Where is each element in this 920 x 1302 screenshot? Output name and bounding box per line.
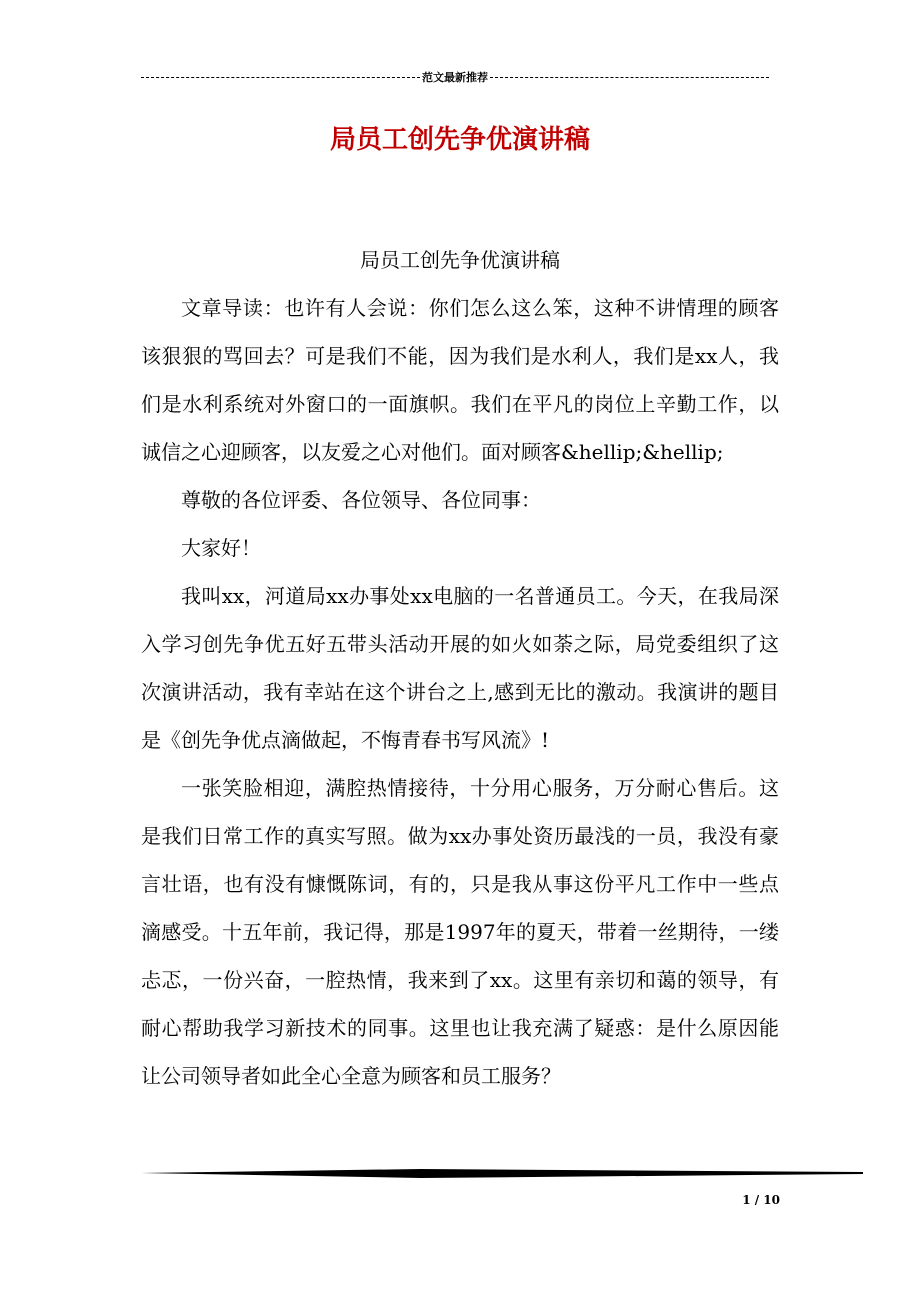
page-indicator: 1 / 10 [742,1193,780,1207]
document-subtitle: 局员工创先争优演讲稿 [360,248,560,272]
paragraph-self-intro: 我叫xx，河道局xx办事处xx电脑的一名普通员工。今天，在我局深入学习创先争优五好五带头活动开展的如火如荼之际，局党委组织了这次演讲活动，我有幸站在这个讲台之上,感到无比的激动。我演讲的题目是《创先争优点滴做起，不悔青春书写风流》! [141,584,779,752]
header-rule [141,70,769,84]
document-body [141,236,779,1100]
document-title: 局员工创先争优演讲稿 [329,125,590,155]
header-label: 范文最新推荐 [422,71,488,84]
paragraph-body: 一张笑脸相迎，满腔热情接待，十分用心服务，万分耐心售后。这是我们日常工作的真实写照。做为xx办事处资历最浅的一员，我没有豪言壮语，也有没有慷慨陈词，有的，只是我从事这份平凡工作中一些点滴感受。十五年前，我记得，那是1997年的夏天，带着一丝期待，一缕忐忑，一份兴奋，一腔热情，我来到了xx。这里有亲切和蔼的领导，有耐心帮助我学习新技术的同事。这里也让我充满了疑惑：是什么原因能让公司领导者如此全心全意为顾客和员工服务？ [141,776,779,1088]
header-dash-right [490,77,769,78]
footer-divider [141,1169,863,1178]
paragraph-greeting: 大家好！ [181,536,261,560]
paragraph-salutation: 尊敬的各位评委、各位领导、各位同事： [181,488,541,512]
header-dash-left [141,77,420,78]
paragraph-intro: 文章导读：也许有人会说：你们怎么这么笨，这种不讲情理的顾客该狠狠的骂回去？可是我们不能，因为我们是水利人，我们是xx人，我们是水利系统对外窗口的一面旗帜。我们在平凡的岗位上辛勤工作，以诚信之心迎顾客，以友爱之心对他们。面对顾客&hellip;&hellip; [141,296,779,464]
